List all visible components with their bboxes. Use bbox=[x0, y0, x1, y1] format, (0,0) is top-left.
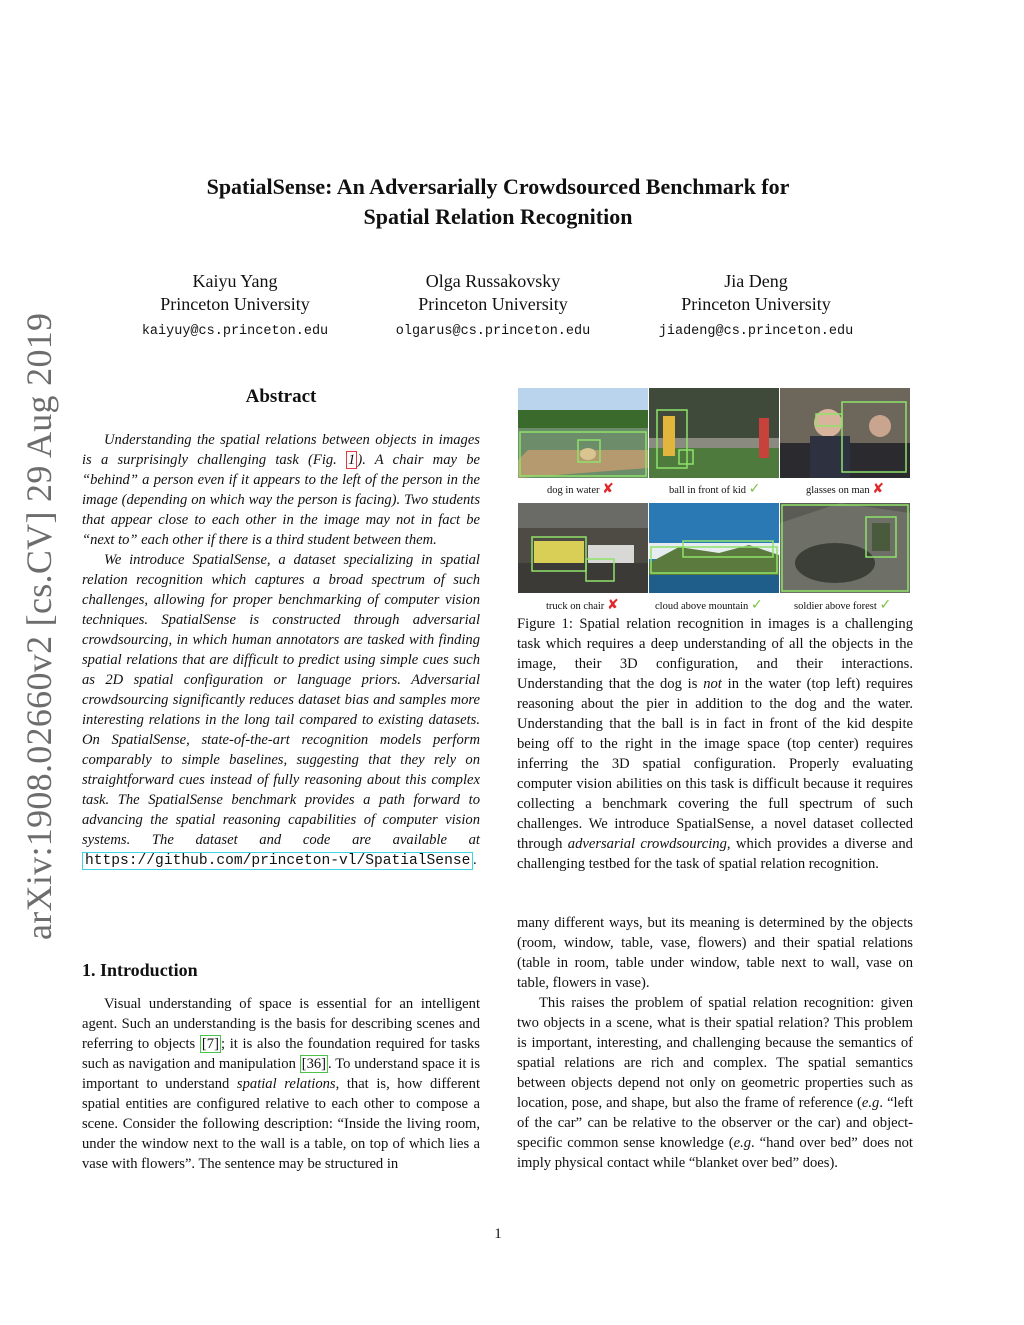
arxiv-identifier: arXiv:1908.02660v2 [cs.CV] 29 Aug 2019 bbox=[19, 312, 59, 940]
figure-image-soldier-above-forest bbox=[780, 503, 910, 593]
author-affiliation: Princeton University bbox=[418, 294, 568, 314]
author-block-3 bbox=[626, 270, 886, 343]
author-block-2 bbox=[363, 270, 623, 343]
title-line-2: Spatial Relation Recognition bbox=[363, 204, 633, 229]
paper-title bbox=[0, 172, 996, 232]
figure-image-dog-in-water bbox=[518, 388, 648, 478]
intro-text bbox=[82, 994, 480, 1174]
ball-in-front-of-kid-photo bbox=[649, 388, 779, 478]
figure-image-cloud-above-mountain bbox=[649, 503, 779, 593]
body-paragraph: This raises the problem of spatial relation recognition: given two objects in a scene, what is their spatial relation? This problem is important, interesting, and challenging because the semantics of spatial relations are rich and complex. The spatial semantics between objects depend not only on geometric properties such as location, pose, and shape, but also the frame of reference (e.g. “left of the car” can be relative to the observer or the car) and object-specific common sense knowledge (e.g. “hand over bed” does not imply physical contact while “blanket over bed” does). bbox=[517, 995, 913, 1171]
abstract-heading: Abstract bbox=[245, 386, 317, 407]
dog-in-water-photo bbox=[518, 388, 648, 478]
figure-ref-link[interactable]: 1 bbox=[348, 452, 356, 468]
figure-image-ball-in-front-of-kid bbox=[649, 388, 779, 478]
author-email[interactable]: olgarus@cs.princeton.edu bbox=[395, 324, 591, 339]
body-paragraph: many different ways, but its meaning is determined by the objects (room, window, table, vase, flowers) and their spatial relations (table in room, table under window, table next to wall, vase on table, flowers in vase). bbox=[517, 915, 913, 991]
right-column-text bbox=[517, 913, 913, 1173]
cloud-above-mountain-photo bbox=[649, 503, 779, 593]
abstract-text bbox=[82, 430, 480, 871]
check-icon: ✓ bbox=[748, 481, 761, 497]
check-icon: ✓ bbox=[750, 597, 763, 613]
author-name: Kaiyu Yang bbox=[192, 271, 278, 291]
check-icon: ✓ bbox=[879, 597, 892, 613]
soldier-above-forest-photo bbox=[780, 503, 910, 593]
author-email[interactable]: jiadeng@cs.princeton.edu bbox=[658, 324, 854, 339]
citation-link[interactable]: [7] bbox=[201, 1036, 219, 1052]
truck-on-chair-photo bbox=[518, 503, 648, 593]
figure-image-truck-on-chair bbox=[518, 503, 648, 593]
cross-icon: ✘ bbox=[602, 481, 614, 497]
author-email[interactable]: kaiyuy@cs.princeton.edu bbox=[141, 324, 329, 339]
author-affiliation: Princeton University bbox=[160, 294, 310, 314]
cross-icon: ✘ bbox=[606, 597, 619, 613]
github-link[interactable]: https://github.com/princeton-vl/SpatialSense bbox=[82, 852, 473, 870]
author-block-1 bbox=[105, 270, 365, 343]
abstract-paragraph-1: Understanding the spatial relations between objects in images is a surprisingly challenging task (Fig. 1 ). A chair may be “behind” a person even if it appears to the left of the person in the image (depending on which way the person is facing). Two students that appear close to each other in the image may not in fact be “next to” each other if there is a third student between them. bbox=[82, 432, 480, 548]
author-name: Jia Deng bbox=[724, 271, 788, 291]
figure-label: Figure 1: bbox=[517, 616, 573, 632]
figure-caption-label: glasses on man ✘ bbox=[806, 481, 884, 497]
glasses-on-man-photo bbox=[780, 388, 910, 478]
abstract-paragraph-2: We introduce SpatialSense, a dataset specializing in spatial relation recognition which captures a broad spectrum of such challenges, allowing for proper benchmarking of computer vision techniques. SpatialSense is constructed through adversarial crowdsourcing, in which human annotators are tasked with finding spatial relations that are difficult to predict using simple cues such as 2D spatial configuration or language priors. Adversarial crowdsourcing significantly reduces dataset bias and samples more interesting relations in the long tail compared to existing datasets. On SpatialSense, state-of-the-art recognition models perform comparably to simple baselines, suggesting that they rely on straightforward cues instead of fully reasoning about this complex task. The SpatialSense benchmark provides a path forward to advancing the spatial reasoning capabilities of computer vision systems. The dataset and code are available at https://github.com/princeton-vl/SpatialSense . bbox=[82, 552, 480, 869]
figure-1-caption: Figure 1: Spatial relation recognition in images is a challenging task which requires a deep understanding of all the objects in the image, their 3D configuration, and their interactions. Understanding that the dog is not in the water (top left) requires reasoning about the pier in addition to the dog and the water. Understanding that the ball is in fact in front of the kid despite being off to the right in the image space (top center) requires inferring the 3D spatial configuration. Properly evaluating computer vision abilities on this task is difficult because it requires collecting a benchmark covering the full spectrum of such challenges. We introduce SpatialSense, a novel dataset collected through adversarial crowdsourcing, which provides a diverse and challenging testbed for the task of spatial relation recognition. bbox=[517, 616, 913, 872]
section-heading: 1. Introduction bbox=[82, 960, 198, 980]
cross-icon: ✘ bbox=[872, 481, 884, 497]
page-number: 1 bbox=[494, 1226, 502, 1242]
figure-image-glasses-on-man bbox=[780, 388, 910, 478]
figure-caption-label: dog in water ✘ bbox=[547, 481, 614, 497]
intro-paragraph: Visual understanding of space is essential for an intelligent agent. Such an understanding is the basis for describing scenes and referring to objects [7] ; it is also the foundation required for tasks such as navigation and manipulation [36] . To understand space it is important to understand spatial relations, that is, how different spatial entities are configured relative to each other to compose a scene. Consider the following description: “Inside the living room, under the window next to the wall is a table, on top of which lies a vase with flowers”. The sentence may be structured in bbox=[82, 996, 481, 1172]
figure-caption-label: soldier above forest ✓ bbox=[794, 597, 892, 613]
figure-caption-label: ball in front of kid ✓ bbox=[669, 481, 761, 497]
title-line-1: SpatialSense: An Adversarially Crowdsourced Benchmark for bbox=[206, 174, 790, 199]
figure-caption-label: truck on chair ✘ bbox=[546, 597, 619, 613]
citation-link[interactable]: [36] bbox=[301, 1056, 327, 1072]
figure-caption-label: cloud above mountain ✓ bbox=[655, 597, 763, 613]
author-affiliation: Princeton University bbox=[681, 294, 831, 314]
author-name: Olga Russakovsky bbox=[425, 271, 561, 291]
